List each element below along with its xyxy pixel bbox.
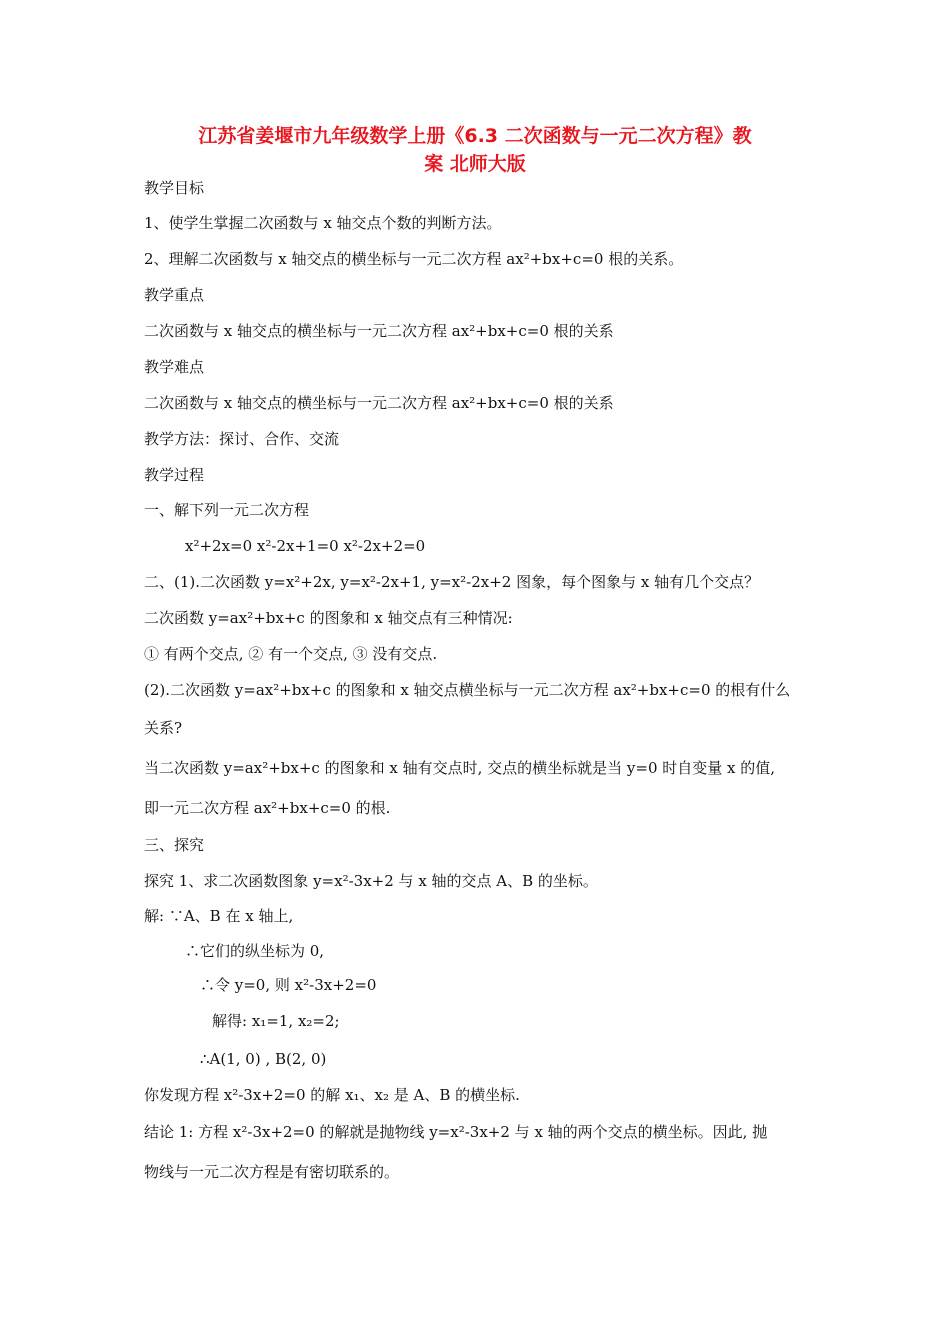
three-cases-intro: 二次函数 y=ax²+bx+c 的图象和 x 轴交点有三种情况: — [144, 609, 513, 627]
section-heading-key-point: 教学重点 — [144, 286, 205, 304]
answer-line-1: 当二次函数 y=ax²+bx+c 的图象和 x 轴有交点时, 交点的横坐标就是当 y=0 时自变量 x 的值, — [144, 759, 776, 777]
solution-line-1: 解: ∵A、B 在 x 轴上, — [144, 907, 294, 925]
equations-list: x²+2x=0 x²-2x+1=0 x²-2x+2=0 — [185, 537, 426, 555]
difficulty-text: 二次函数与 x 轴交点的横坐标与一元二次方程 ax²+bx+c=0 根的关系 — [144, 394, 614, 412]
solution-line-2: ∴它们的纵坐标为 0, — [185, 942, 325, 960]
solution-line-3: ∴令 y=0, 则 x²-3x+2=0 — [200, 976, 377, 994]
solution-line-5: ∴A(1, 0) , B(2, 0) — [200, 1050, 327, 1068]
key-point-text: 二次函数与 x 轴交点的横坐标与一元二次方程 ax²+bx+c=0 根的关系 — [144, 322, 614, 340]
document-title-line-1: 江苏省姜堰市九年级数学上册《6.3 二次函数与一元二次方程》教 — [198, 125, 752, 147]
part-one-heading: 一、解下列一元二次方程 — [144, 501, 310, 519]
document-title-line-2: 案 北师大版 — [424, 153, 526, 175]
goal-item-1: 1、使学生掌握二次函数与 x 轴交点个数的判断方法。 — [144, 214, 502, 232]
solution-line-4: 解得: x₁=1, x₂=2; — [212, 1012, 340, 1030]
part-two-question-2: (2).二次函数 y=ax²+bx+c 的图象和 x 轴交点横坐标与一元二次方程 ax²+bx+c=0 的根有什么 — [144, 681, 791, 699]
section-heading-goals: 教学目标 — [144, 179, 205, 197]
conclusion-line-2: 物线与一元二次方程是有密切联系的。 — [144, 1163, 400, 1181]
teaching-method: 教学方法：探讨、合作、交流 — [144, 430, 340, 448]
goal-item-2: 2、理解二次函数与 x 轴交点的横坐标与一元二次方程 ax²+bx+c=0 根的关系。 — [144, 250, 684, 268]
part-two-question-1: 二、(1).二次函数 y=x²+2x, y=x²-2x+1, y=x²-2x+2 图象，每个图象与 x 轴有几个交点？ — [144, 573, 760, 591]
part-two-question-2-cont: 关系? — [144, 719, 183, 737]
explore-1-question: 探究 1、求二次函数图象 y=x²-3x+2 与 x 轴的交点 A、B 的坐标。 — [144, 872, 598, 890]
observation-line: 你发现方程 x²-3x+2=0 的解 x₁、x₂ 是 A、B 的横坐标. — [144, 1086, 520, 1104]
answer-line-2: 即一元二次方程 ax²+bx+c=0 的根. — [144, 799, 391, 817]
three-cases-list: ① 有两个交点, ② 有一个交点, ③ 没有交点. — [144, 645, 438, 663]
section-heading-difficulty: 教学难点 — [144, 358, 205, 376]
part-three-heading: 三、探究 — [144, 836, 205, 854]
conclusion-line-1: 结论 1: 方程 x²-3x+2=0 的解就是抛物线 y=x²-3x+2 与 x 轴的两个交点的横坐标。因此, 抛 — [144, 1123, 768, 1141]
section-heading-process: 教学过程 — [144, 466, 205, 484]
